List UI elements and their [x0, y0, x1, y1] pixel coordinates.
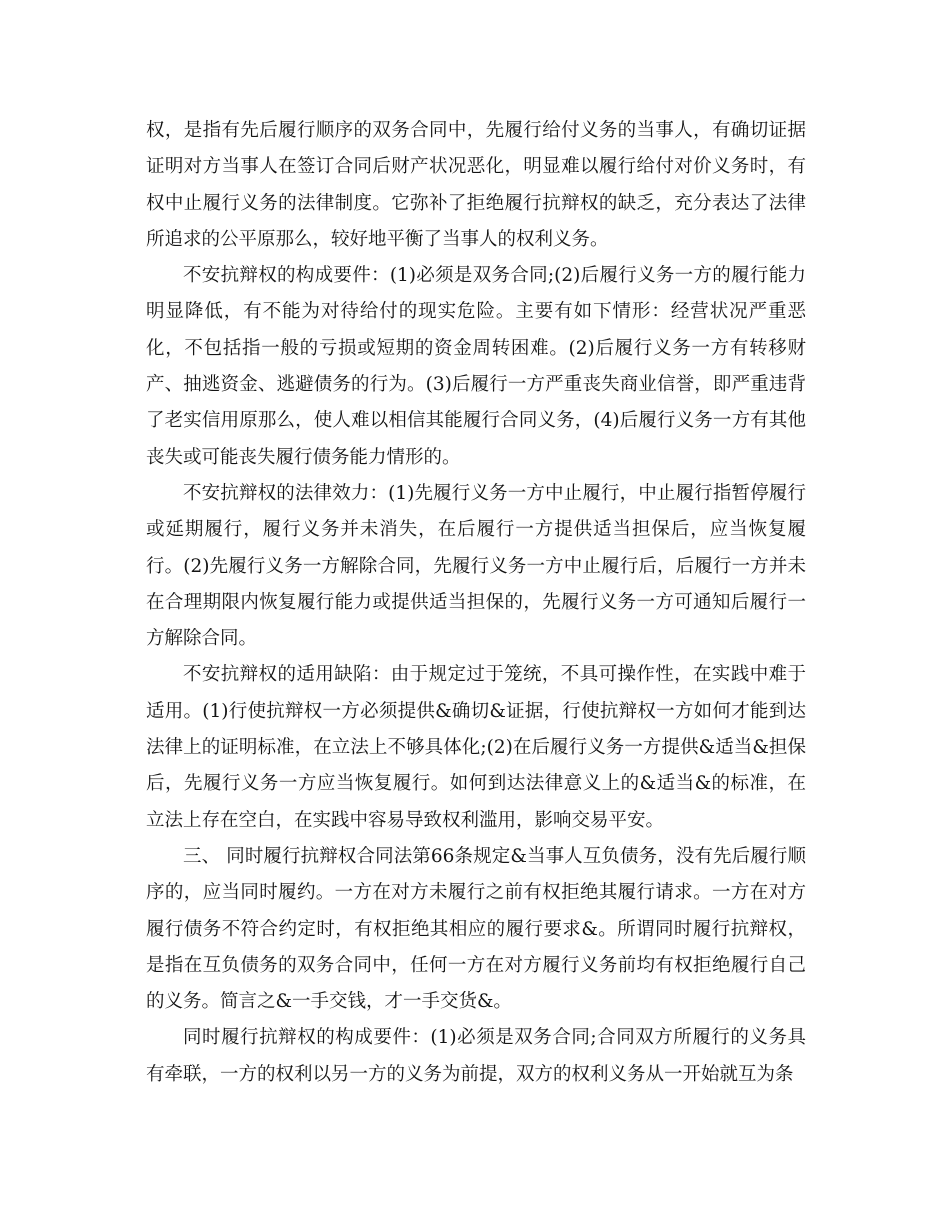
- paragraph-5: 三、 同时履行抗辩权合同法第66条规定&当事人互负债务，没有先后履行顺序的，应当同时履约。一方在对方未履行之前有权拒绝其履行请求。一方在对方履行债务不符合约定时，有权拒绝其相应的履行要求&。所谓同时履行抗辩权，是指在互负债务的双务合同中，任何一方在对方履行义务前均有权拒绝履行自己的义务。简言之&一手交钱，才一手交货&。: [146, 845, 806, 1013]
- paragraph-6: 同时履行抗辩权的构成要件：(1)必须是双务合同;合同双方所履行的义务具有牵联，一方的权利以另一方的义务为前提，双方的权利义务从一开始就互为条: [146, 1027, 806, 1085]
- paragraph-3: 不安抗辩权的法律效力：(1)先履行义务一方中止履行，中止履行指暂停履行或延期履行，履行义务并未消失，在后履行一方提供适当担保后，应当恢复履行。(2)先履行义务一方解除合同，先履行义务一方中止履行后，后履行一方并未在合理期限内恢复履行能力或提供适当担保的，先履行义务一方可通知后履行一方解除合同。: [146, 482, 806, 650]
- paragraph-2: 不安抗辩权的构成要件：(1)必须是双务合同;(2)后履行义务一方的履行能力明显降低，有不能为对待给付的现实危险。主要有如下情形：经营状况严重恶化，不包括指一般的亏损或短期的资金周转困难。(2)后履行义务一方有转移财产、抽逃资金、逃避债务的行为。(3)后履行一方严重丧失商业信誉，即严重违背了老实信用原那么，使人难以相信其能履行合同义务，(4)后履行义务一方有其他丧失或可能丧失履行债务能力情形的。: [146, 265, 806, 468]
- document-body: [146, 113, 806, 1093]
- paragraph-4: 不安抗辩权的适用缺陷：由于规定过于笼统，不具可操作性，在实践中难于适用。(1)行使抗辩权一方必须提供&确切&证据，行使抗辩权一方如何才能到达法律上的证明标准，在立法上不够具体化;(2)在后履行义务一方提供&适当&担保后，先履行义务一方应当恢复履行。如何到达法律意义上的&适当&的标准，在立法上存在空白，在实践中容易导致权利滥用，影响交易平安。: [146, 664, 806, 831]
- paragraph-1: 权，是指有先后履行顺序的双务合同中，先履行给付义务的当事人，有确切证据证明对方当事人在签订合同后财产状况恶化，明显难以履行给付对价义务时，有权中止履行义务的法律制度。它弥补了拒绝履行抗辩权的缺乏，充分表达了法律所追求的公平原那么，较好地平衡了当事人的权利义务。: [146, 120, 806, 250]
